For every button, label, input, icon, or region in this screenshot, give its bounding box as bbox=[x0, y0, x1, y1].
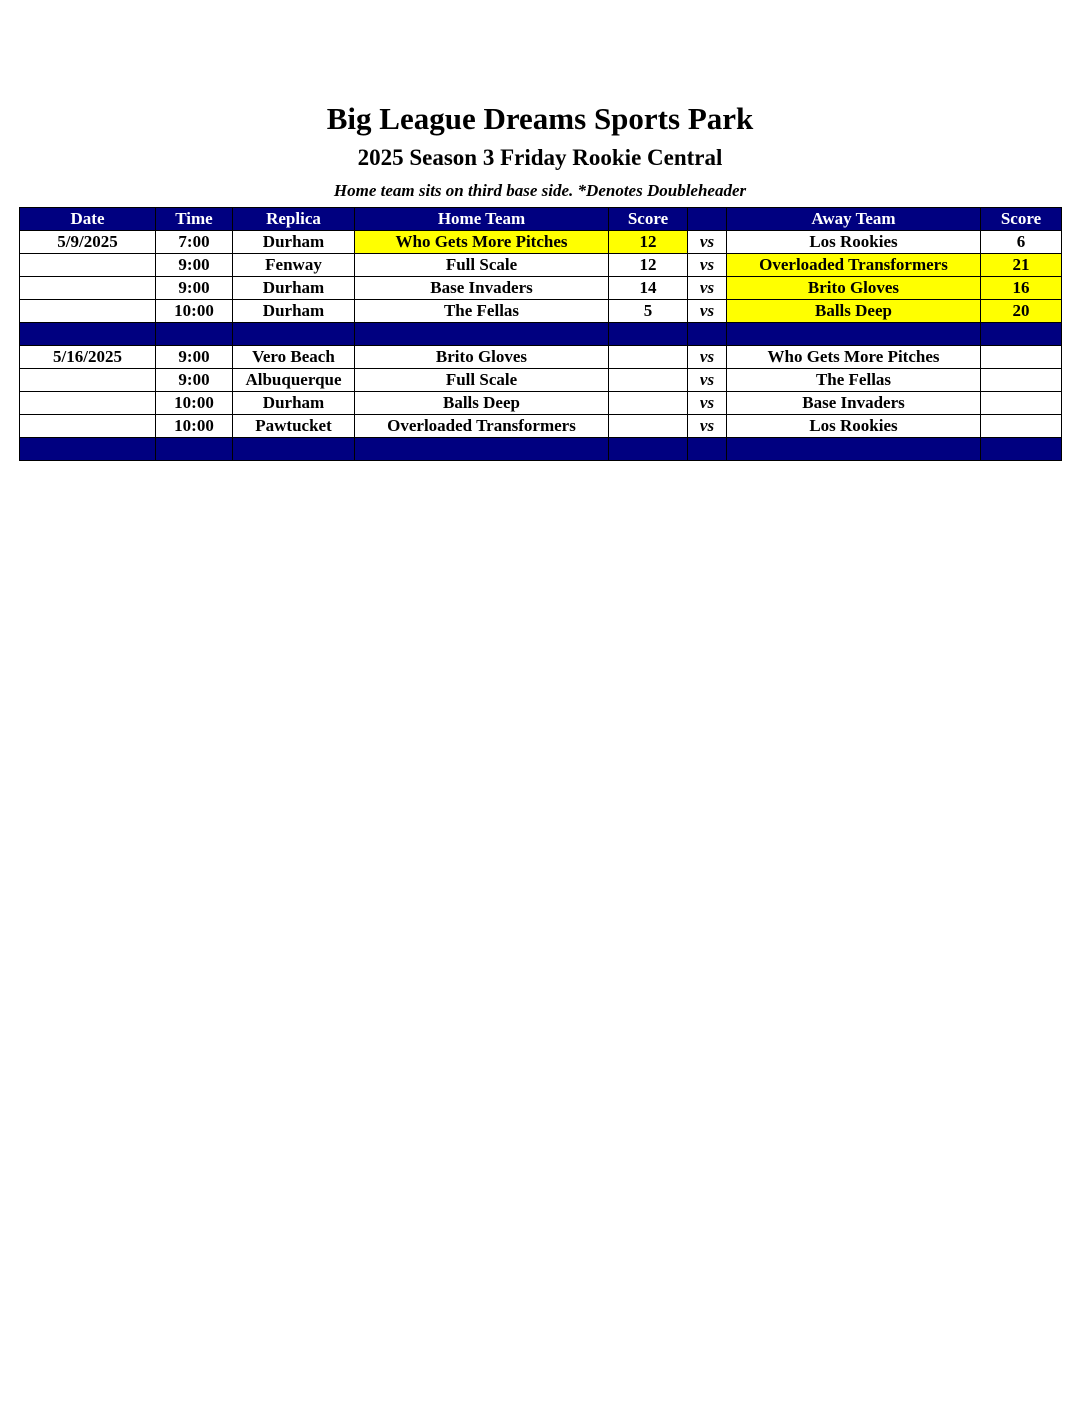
col-header-away-score: Score bbox=[981, 208, 1062, 231]
vs-cell: vs bbox=[688, 392, 727, 415]
away-score-cell bbox=[981, 415, 1062, 438]
col-header-away-team: Away Team bbox=[727, 208, 981, 231]
home-score-cell bbox=[609, 392, 688, 415]
page-subtitle: 2025 Season 3 Friday Rookie Central bbox=[357, 145, 723, 170]
vs-cell: vs bbox=[688, 277, 727, 300]
away-team-cell: Base Invaders bbox=[727, 392, 981, 415]
away-team-cell: Los Rookies bbox=[727, 415, 981, 438]
date-cell bbox=[20, 369, 156, 392]
home-team-cell: Full Scale bbox=[355, 254, 609, 277]
home-score-cell: 12 bbox=[609, 231, 688, 254]
date-cell: 5/16/2025 bbox=[20, 346, 156, 369]
away-score-cell bbox=[981, 346, 1062, 369]
home-score-cell bbox=[609, 369, 688, 392]
home-score-cell: 12 bbox=[609, 254, 688, 277]
away-score-cell bbox=[981, 392, 1062, 415]
separator-cell bbox=[156, 438, 233, 461]
replica-cell: Durham bbox=[233, 300, 355, 323]
week-separator-row bbox=[20, 438, 1062, 461]
away-team-cell: Who Gets More Pitches bbox=[727, 346, 981, 369]
vs-cell: vs bbox=[688, 415, 727, 438]
time-cell: 9:00 bbox=[156, 254, 233, 277]
away-team-cell: Balls Deep bbox=[727, 300, 981, 323]
col-header-vs bbox=[688, 208, 727, 231]
time-cell: 9:00 bbox=[156, 277, 233, 300]
separator-cell bbox=[20, 323, 156, 346]
date-cell bbox=[20, 277, 156, 300]
away-score-cell: 6 bbox=[981, 231, 1062, 254]
separator-cell bbox=[20, 438, 156, 461]
time-cell: 10:00 bbox=[156, 415, 233, 438]
date-cell bbox=[20, 300, 156, 323]
col-header-time: Time bbox=[156, 208, 233, 231]
separator-cell bbox=[233, 438, 355, 461]
vs-cell: vs bbox=[688, 254, 727, 277]
home-score-cell bbox=[609, 346, 688, 369]
table-row bbox=[20, 231, 1062, 254]
home-team-cell: The Fellas bbox=[355, 300, 609, 323]
separator-cell bbox=[609, 323, 688, 346]
separator-cell bbox=[688, 323, 727, 346]
time-cell: 10:00 bbox=[156, 392, 233, 415]
home-team-cell: Full Scale bbox=[355, 369, 609, 392]
replica-cell: Durham bbox=[233, 392, 355, 415]
date-cell bbox=[20, 254, 156, 277]
separator-cell bbox=[355, 438, 609, 461]
table-row bbox=[20, 300, 1062, 323]
date-cell: 5/9/2025 bbox=[20, 231, 156, 254]
time-cell: 7:00 bbox=[156, 231, 233, 254]
separator-cell bbox=[981, 323, 1062, 346]
separator-cell bbox=[727, 438, 981, 461]
schedule-note: Home team sits on third base side. *Denotes Doubleheader bbox=[333, 181, 747, 200]
separator-cell bbox=[727, 323, 981, 346]
replica-cell: Fenway bbox=[233, 254, 355, 277]
vs-cell: vs bbox=[688, 300, 727, 323]
table-row bbox=[20, 392, 1062, 415]
table-row bbox=[20, 346, 1062, 369]
away-team-cell: The Fellas bbox=[727, 369, 981, 392]
page-title: Big League Dreams Sports Park bbox=[326, 101, 754, 136]
replica-cell: Vero Beach bbox=[233, 346, 355, 369]
vs-cell: vs bbox=[688, 369, 727, 392]
schedule-table bbox=[19, 207, 1062, 461]
date-cell bbox=[20, 415, 156, 438]
time-cell: 9:00 bbox=[156, 369, 233, 392]
away-score-cell: 20 bbox=[981, 300, 1062, 323]
time-cell: 9:00 bbox=[156, 346, 233, 369]
replica-cell: Durham bbox=[233, 277, 355, 300]
away-team-cell: Overloaded Transformers bbox=[727, 254, 981, 277]
col-header-home-score: Score bbox=[609, 208, 688, 231]
col-header-date: Date bbox=[20, 208, 156, 231]
away-team-cell: Brito Gloves bbox=[727, 277, 981, 300]
away-score-cell: 21 bbox=[981, 254, 1062, 277]
replica-cell: Albuquerque bbox=[233, 369, 355, 392]
col-header-home-team: Home Team bbox=[355, 208, 609, 231]
separator-cell bbox=[981, 438, 1062, 461]
table-row bbox=[20, 254, 1062, 277]
separator-cell bbox=[688, 438, 727, 461]
date-cell bbox=[20, 392, 156, 415]
home-team-cell: Base Invaders bbox=[355, 277, 609, 300]
time-cell: 10:00 bbox=[156, 300, 233, 323]
away-team-cell: Los Rookies bbox=[727, 231, 981, 254]
separator-cell bbox=[233, 323, 355, 346]
away-score-cell bbox=[981, 369, 1062, 392]
replica-cell: Pawtucket bbox=[233, 415, 355, 438]
home-score-cell bbox=[609, 415, 688, 438]
table-row bbox=[20, 277, 1062, 300]
home-team-cell: Brito Gloves bbox=[355, 346, 609, 369]
table-row bbox=[20, 415, 1062, 438]
separator-cell bbox=[355, 323, 609, 346]
home-score-cell: 14 bbox=[609, 277, 688, 300]
home-team-cell: Balls Deep bbox=[355, 392, 609, 415]
col-header-replica: Replica bbox=[233, 208, 355, 231]
replica-cell: Durham bbox=[233, 231, 355, 254]
week-separator-row bbox=[20, 323, 1062, 346]
home-team-cell: Overloaded Transformers bbox=[355, 415, 609, 438]
vs-cell: vs bbox=[688, 231, 727, 254]
home-score-cell: 5 bbox=[609, 300, 688, 323]
table-row bbox=[20, 369, 1062, 392]
away-score-cell: 16 bbox=[981, 277, 1062, 300]
separator-cell bbox=[609, 438, 688, 461]
vs-cell: vs bbox=[688, 346, 727, 369]
separator-cell bbox=[156, 323, 233, 346]
header-row bbox=[20, 208, 1062, 231]
home-team-cell: Who Gets More Pitches bbox=[355, 231, 609, 254]
